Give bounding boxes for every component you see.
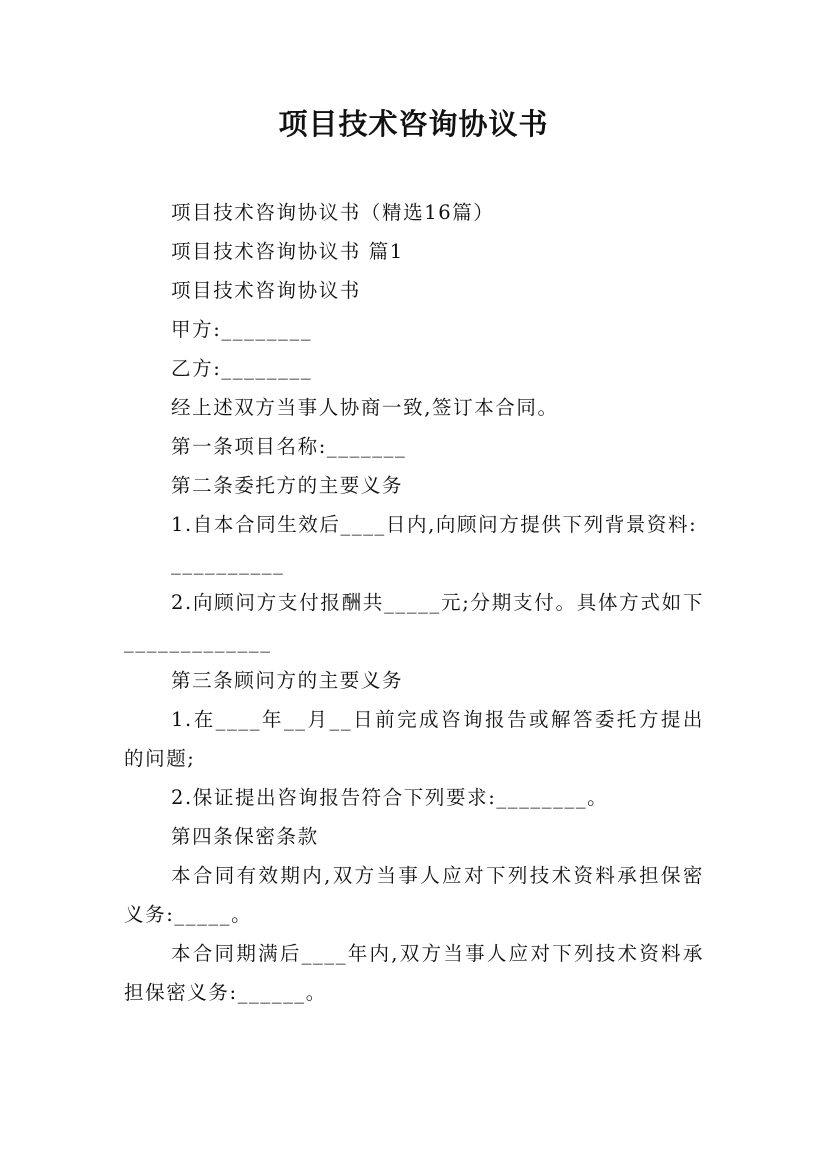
document-title: 项目技术咨询协议书 [278, 107, 549, 141]
paragraph-article-2-item-2: 2.向顾问方支付报酬共_____元;分期支付。具体方式如下_____________ [124, 591, 704, 653]
paragraph-agreement-name: 项目技术咨询协议书 [171, 279, 361, 302]
paragraph-article-3: 第三条顾问方的主要义务 [171, 669, 404, 692]
paragraph-article-2: 第二条委托方的主要义务 [171, 474, 404, 497]
paragraph-article-4-clause-1: 本合同有效期内,双方当事人应对下列技术资料承担保密义务:_____。 [124, 864, 704, 926]
paragraph-article-2-item-1: 1.自本合同生效后____日内,向顾问方提供下列背景资料: [171, 513, 698, 536]
paragraph-article-4: 第四条保密条款 [171, 825, 319, 848]
paragraph-subtitle: 项目技术咨询协议书（精选16篇） [171, 201, 495, 224]
paragraph-preamble: 经上述双方当事人协商一致,签订本合同。 [171, 396, 559, 419]
paragraph-article-1: 第一条项目名称:_______ [171, 435, 407, 458]
paragraph-party-a: 甲方:________ [171, 318, 313, 341]
paragraph-article-3-item-2: 2.保证提出咨询报告符合下列要求:________。 [171, 786, 609, 809]
paragraph-section-heading: 项目技术咨询协议书 篇1 [171, 240, 404, 263]
document-body [124, 193, 704, 1012]
paragraph-article-3-item-1: 1.在____年__月__日前完成咨询报告或解答委托方提出的问题; [124, 708, 704, 770]
paragraph-party-b: 乙方:________ [171, 357, 313, 380]
paragraph-article-4-clause-2: 本合同期满后____年内,双方当事人应对下列技术资料承担保密义务:______。 [124, 942, 704, 1004]
paragraph-blank-line: __________ [171, 552, 285, 575]
